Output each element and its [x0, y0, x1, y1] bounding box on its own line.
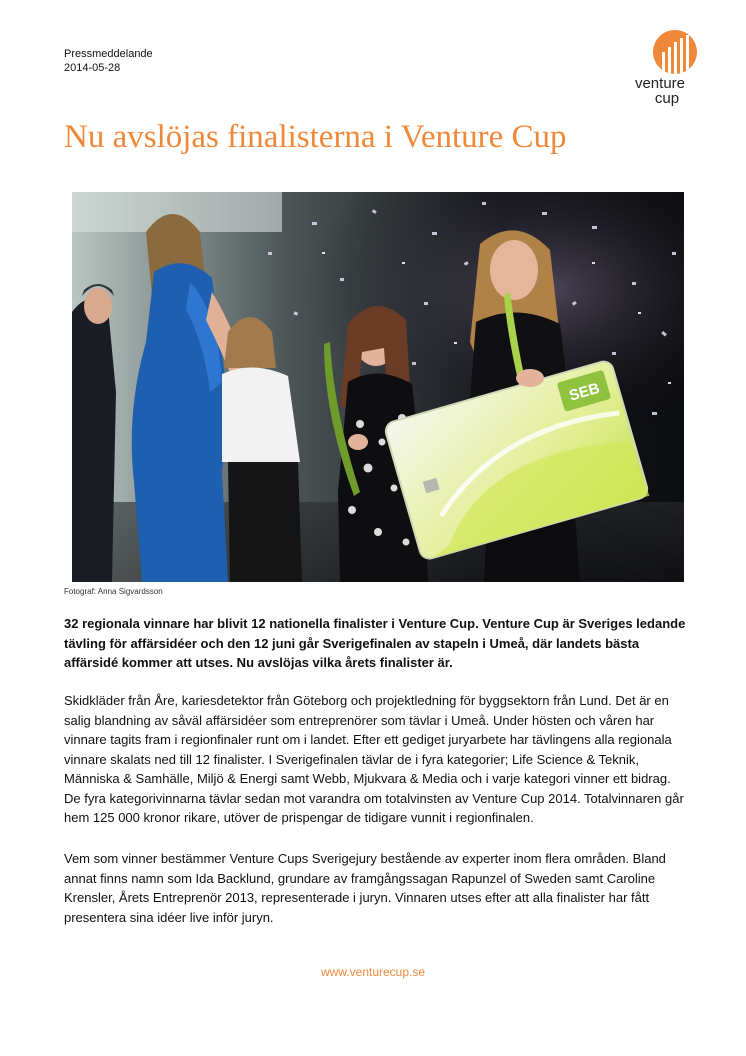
website-link[interactable]: www.venturecup.se — [320, 965, 426, 979]
document-meta — [64, 47, 153, 75]
body-paragraph-1: Skidkläder från Åre, kariesdetektor från Göteborg och projektledning för byggsektorn från Lund. Det är en salig blandning av såväl affärsidéer som entreprenörer som tävlar i Umeå. Under hösten och våren har vinnare tagits fram i regionfinaler runt om i landet. Efter ett gediget juryarbete har tävlingens alla regionala vinnare skalats ned till 12 finalister. I Sverigefinalen tävlar de i fyra kategorier; Life Science & Teknik, Människa & Samhälle, Miljö & Energi samt Webb, Mjukvara & Media och i varje kategori vinner ett bidrag. De fyra kategorivinnarna tävlar sedan mot varandra om totalvinsten av Venture Cup 2014. Totalvinnaren går hem 125 000 kronor rikare, utöver de prispengar de tidigare vunnit i regionfinalen. — [64, 693, 684, 825]
press-release-label: Pressmeddelande — [64, 48, 153, 60]
venture-cup-logo — [624, 30, 694, 114]
logo-wordmark — [628, 76, 692, 106]
lead-paragraph: 32 regionala vinnare har blivit 12 nationella finalister i Venture Cup. Venture Cup är Sveriges ledande tävling för affärsidéer och den 12 juni går Sverigefinalen av stapeln i Umeå, där landets bästa affärsidé kommer att utses. Nu avslöjas vilka årets finalister är. — [64, 616, 686, 670]
bar-chart-circle-icon — [653, 30, 697, 74]
card-brand-text: SEB — [567, 379, 602, 405]
photo-caption: Fotograf: Anna Sigvardsson — [64, 587, 163, 596]
logo-line-venture: venture — [634, 75, 686, 92]
release-date: 2014-05-28 — [64, 62, 121, 74]
page-title: Nu avslöjas finalisterna i Venture Cup — [64, 119, 567, 155]
logo-line-cup: cup — [654, 90, 680, 107]
body-paragraph-2: Vem som vinner bestämmer Venture Cups Sverigejury bestående av experter inom flera områden. Bland annat finns namn som Ida Backlund, grundare av framgångssagan Rapunzel of Sweden samt Caroline Krensler, Årets Entreprenör 2013, representerade i juryn. Vinnaren utses efter att alla finalister har fått presentera sina idéer live inför juryn. — [64, 851, 666, 925]
award-ceremony-photo — [72, 192, 684, 582]
